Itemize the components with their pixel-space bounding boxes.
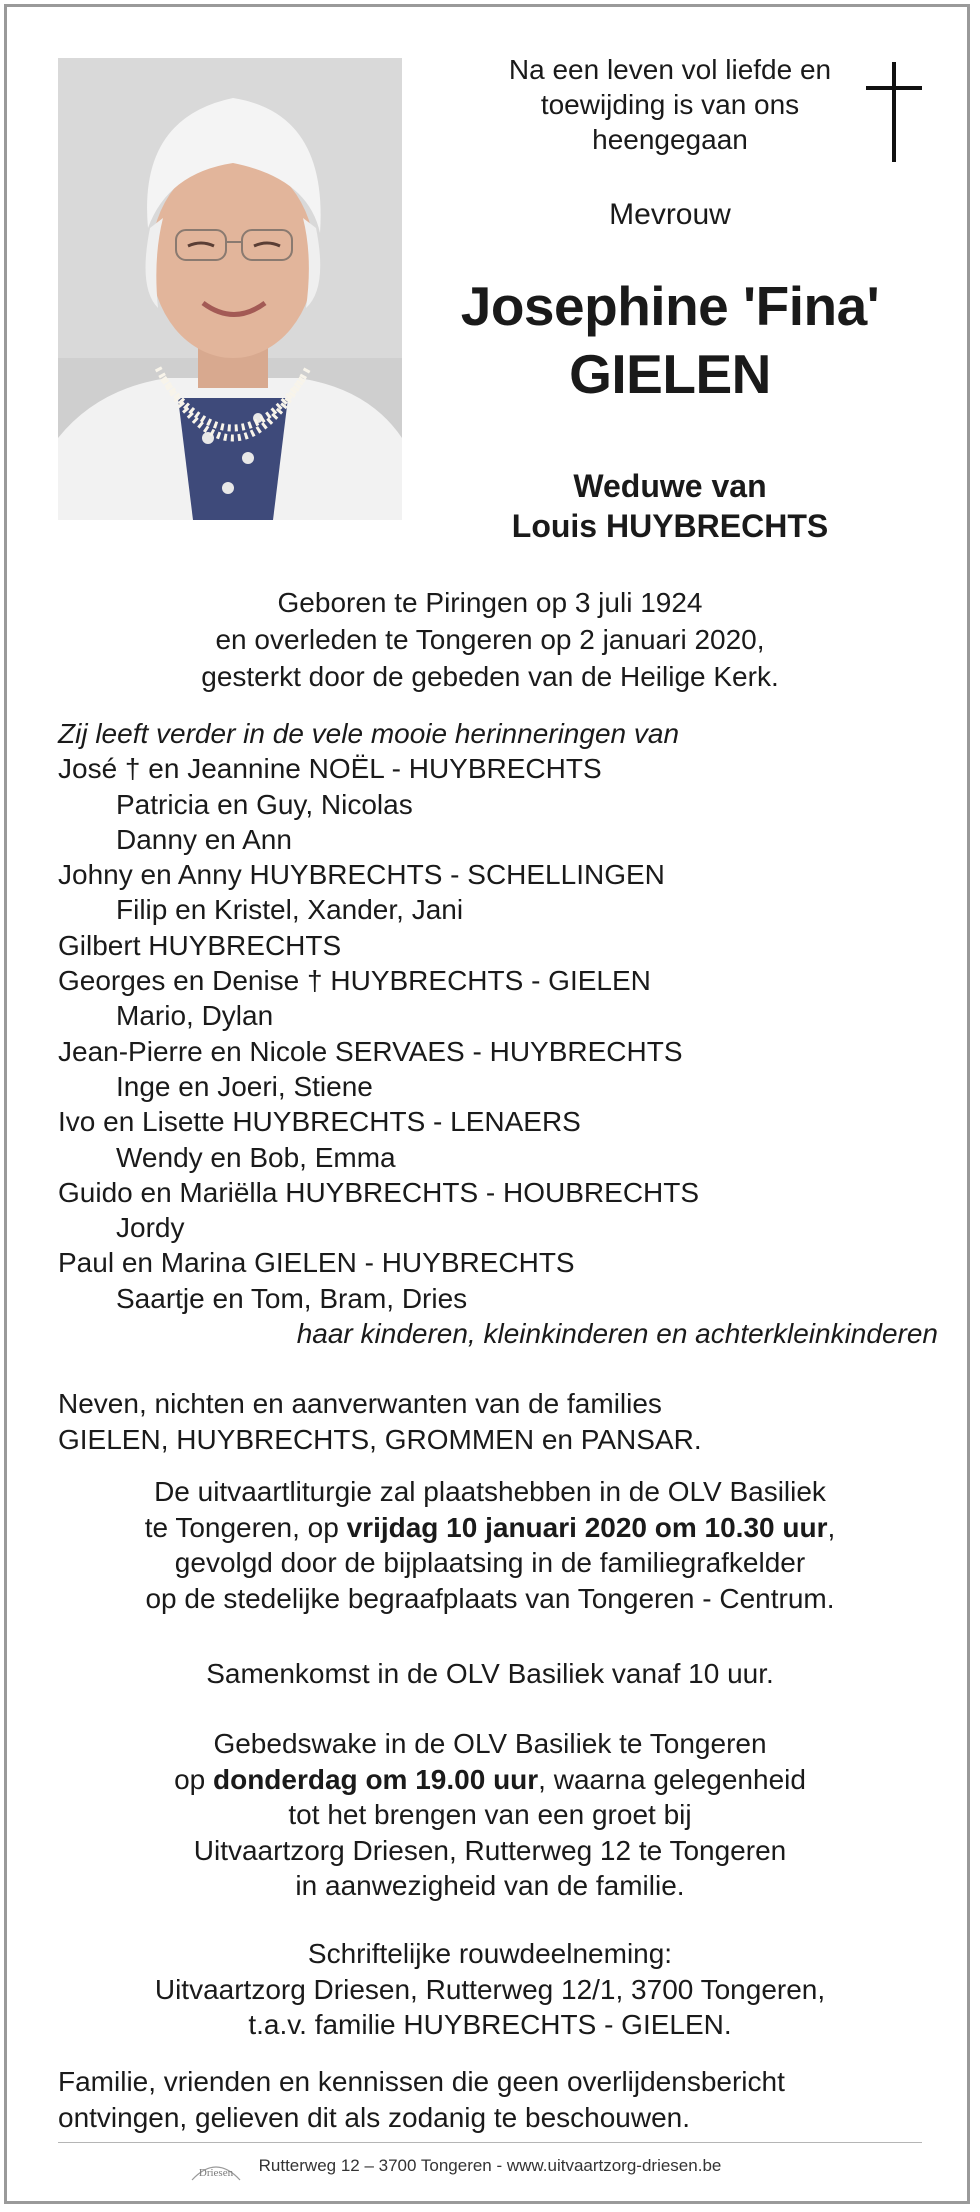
family-line: Jordy bbox=[116, 1212, 185, 1244]
intro-line: heengegaan bbox=[592, 124, 748, 155]
wake-line: tot het brengen van een groet bij bbox=[288, 1799, 692, 1830]
family-line: José † en Jeannine NOËL - HUYBRECHTS bbox=[58, 753, 602, 785]
wake-text: op bbox=[174, 1763, 213, 1795]
gathering-info: Samenkomst in de OLV Basiliek vanaf 10 uur. bbox=[206, 1658, 774, 1689]
family-line: Paul en Marina GIELEN - HUYBRECHTS bbox=[58, 1247, 575, 1279]
intro-text bbox=[420, 52, 920, 157]
family-line: Danny en Ann bbox=[116, 823, 292, 855]
funeral-text: , bbox=[827, 1511, 836, 1543]
family-line: Wendy en Bob, Emma bbox=[116, 1141, 396, 1173]
family-line: Guido en Mariëlla HUYBRECHTS - HOUBRECHTS bbox=[58, 1176, 700, 1208]
cross-icon bbox=[866, 62, 922, 162]
birth-death-info bbox=[0, 584, 980, 695]
condolence-info bbox=[0, 1936, 980, 2043]
wake-info bbox=[0, 1726, 980, 1904]
family-line: Ivo en Lisette HUYBRECHTS - LENAERS bbox=[58, 1106, 581, 1138]
funeral-line: De uitvaartliturgie zal plaatshebben in de OLV Basiliek bbox=[154, 1476, 826, 1507]
funeral-text: te Tongeren, op bbox=[144, 1511, 347, 1543]
intro-line: Na een leven vol liefde en bbox=[508, 54, 832, 85]
wake-date: donderdag om 19.00 uur bbox=[213, 1763, 539, 1795]
funeral-date: vrijdag 10 januari 2020 om 10.30 uur bbox=[346, 1511, 828, 1543]
family-line: Saartje en Tom, Bram, Dries bbox=[116, 1282, 468, 1314]
spouse-name: Louis HUYBRECHTS bbox=[511, 508, 829, 544]
closing-note bbox=[58, 2064, 785, 2136]
intro-line: toewijding is van ons bbox=[540, 89, 800, 120]
family-line: Filip en Kristel, Xander, Jani bbox=[116, 894, 464, 926]
family-relation: haar kinderen, kleinkinderen en achterkleinkinderen bbox=[296, 1318, 938, 1350]
logo-text: Driesen bbox=[198, 2167, 234, 2179]
wake-line: in aanwezigheid van de familie. bbox=[295, 1870, 685, 1901]
wake-text: , waarna gelegenheid bbox=[538, 1763, 806, 1795]
widow-line: Weduwe van bbox=[573, 468, 767, 504]
footer-divider bbox=[58, 2142, 922, 2143]
family-line: Gilbert HUYBRECHTS bbox=[58, 929, 342, 961]
closing-line: Familie, vrienden en kennissen die geen overlijdensbericht bbox=[58, 2066, 785, 2097]
footer-text: Rutterweg 12 – 3700 Tongeren - www.uitvaartzorg-driesen.be bbox=[258, 2156, 722, 2175]
name-line-last: GIELEN bbox=[569, 343, 771, 405]
closing-line: ontvingen, gelieven dit als zodanig te beschouwen. bbox=[58, 2102, 690, 2133]
family-line: Patricia en Guy, Nicolas bbox=[116, 788, 413, 820]
condolence-line: Uitvaartzorg Driesen, Rutterweg 12/1, 3700 Tongeren, bbox=[154, 1973, 826, 2005]
born-line: Geboren te Piringen op 3 juli 1924 bbox=[277, 587, 703, 618]
condolence-line: t.a.v. familie HUYBRECHTS - GIELEN. bbox=[248, 2009, 732, 2040]
condolence-line: Schriftelijke rouwdeelneming: bbox=[307, 1938, 673, 1969]
family-line: Georges en Denise † HUYBRECHTS - GIELEN bbox=[58, 965, 651, 997]
relatives bbox=[58, 1386, 702, 1458]
salutation: Mevrouw bbox=[609, 198, 731, 231]
wake-line: Gebedswake in de OLV Basiliek te Tongeren bbox=[213, 1728, 767, 1759]
family-line: Mario, Dylan bbox=[116, 1000, 274, 1032]
family-line: Johny en Anny HUYBRECHTS - SCHELLINGEN bbox=[58, 859, 665, 891]
name-line-first: Josephine 'Fina' bbox=[460, 275, 880, 337]
wake-line: Uitvaartzorg Driesen, Rutterweg 12 te Tongeren bbox=[193, 1834, 787, 1866]
died-line: en overleden te Tongeren op 2 januari 2020, bbox=[215, 624, 765, 655]
relatives-line: GIELEN, HUYBRECHTS, GROMMEN en PANSAR. bbox=[58, 1424, 702, 1455]
funeral-line: gevolgd door de bijplaatsing in de familiegrafkelder bbox=[174, 1547, 806, 1578]
family-line: Inge en Joeri, Stiene bbox=[116, 1070, 373, 1102]
family-line: Jean-Pierre en Nicole SERVAES - HUYBRECHTS bbox=[58, 1035, 683, 1067]
funeral-info bbox=[0, 1474, 980, 1616]
widow-of bbox=[420, 466, 920, 546]
portrait-photo bbox=[58, 58, 402, 520]
wake-line bbox=[0, 1762, 980, 1798]
relatives-line: Neven, nichten en aanverwanten van de families bbox=[58, 1388, 662, 1419]
deceased-name bbox=[420, 272, 920, 408]
church-line: gesterkt door de gebeden van de Heilige Kerk. bbox=[201, 661, 779, 692]
funeral-line: op de stedelijke begraafplaats van Tongeren - Centrum. bbox=[145, 1582, 835, 1614]
family-list bbox=[58, 716, 938, 1351]
family-intro: Zij leeft verder in de vele mooie herinneringen van bbox=[58, 718, 680, 749]
funeral-line bbox=[0, 1510, 980, 1546]
